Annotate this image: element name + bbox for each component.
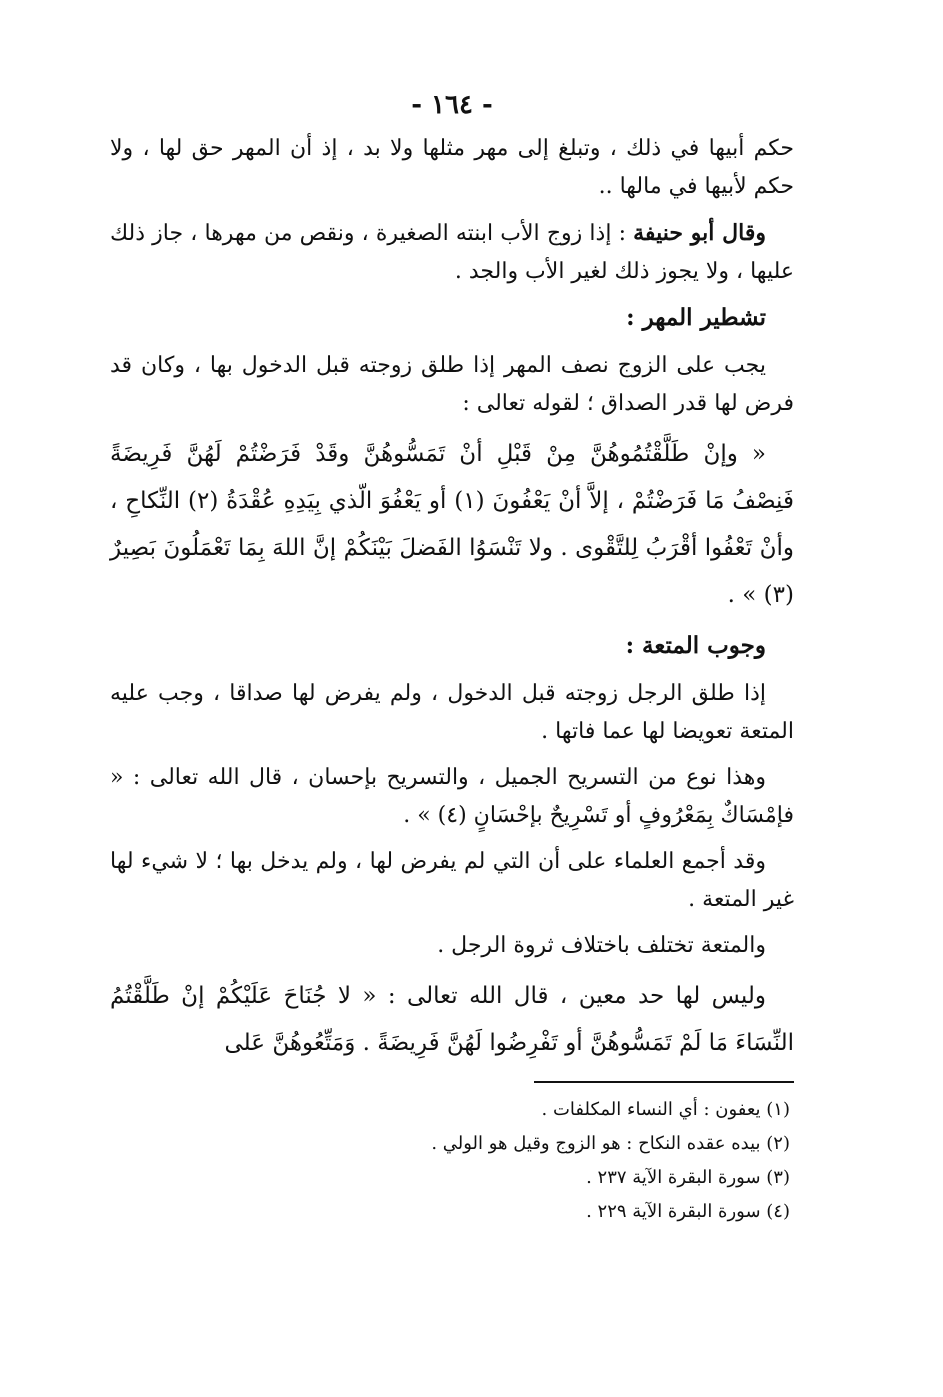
paragraph-8: وليس لها حد معين ، قال الله تعالى : « لا جُنَاحَ عَلَيْكُمْ إنْ طَلَّقْتُمُ النِّسَاءَ مَا لَمْ تَمَسُّوهُنَّ أو تَفْرِضُوا لَهُنَّ فَرِيضَةً . وَمَتِّعُوهُنَّ عَلى xyxy=(110,983,794,1056)
quran-verse-1: « وإنْ طَلَّقْتُمُوهُنَّ مِنْ قَبْلِ أنْ تَمَسُّوهُنَّ وقَدْ فَرَضْتُمْ لَهُنَّ فَرِيضَةً فَنِصْفُ مَا فَرَضْتُمْ ، إلاَّ أنْ يَعْفُونَ (١) أو يَعْفُوَ الّذي بِيَدِهِ عُقْدَةُ (٢) النِّكاحِ ، وأنْ تَعْفُوا أقْرَبُ لِلتَّقْوى . ولا تَنْسَوُا الفَضلَ بَيْنَكُمْ إنَّ اللهَ بِمَا تَعْمَلُونَ بَصِيرٌ (٣) » . xyxy=(110,441,794,608)
document-page xyxy=(110,90,794,1229)
heading-tashtir-al-mahr: تشطير المهر : xyxy=(626,304,766,331)
footnote-divider xyxy=(534,1081,794,1083)
paragraph-1: حكم أبيها في ذلك ، وتبلغ إلى مهر مثلها ولا بد ، إذ أن المهر حق لها ، ولا حكم لأبيها في مالها .. xyxy=(110,136,794,199)
footnote-1: (١) يعفون : أي النساء المكلفات . xyxy=(541,1099,790,1120)
paragraph-6: وقد أجمع العلماء على أن التي لم يفرض لها ، ولم يدخل بها ؛ لا شيء لها غير المتعة . xyxy=(110,849,794,912)
footnote-3: (٣) سورة البقرة الآية ٢٣٧ . xyxy=(586,1167,790,1188)
footnote-2: (٢) بيده عقده النكاح : هو الزوج وقيل هو الولي . xyxy=(431,1133,790,1154)
paragraph-4: إذا طلق الرجل زوجته قبل الدخول ، ولم يفرض لها صداقا ، وجب عليه المتعة تعويضا لها عما فاتها . xyxy=(110,681,794,744)
heading-wujub-al-mutaa: وجوب المتعة : xyxy=(625,632,766,659)
paragraph-7: والمتعة تختلف باختلاف ثروة الرجل . xyxy=(437,933,766,958)
footnotes xyxy=(110,1093,794,1229)
paragraph-5: وهذا نوع من التسريح الجميل ، والتسريح بإحسان ، قال الله تعالى : « فإمْسَاكٌ بِمَعْرُوفٍ أو تَسْرِيحٌ بإحْسَانٍ (٤) » . xyxy=(110,765,794,828)
footnote-4: (٤) سورة البقرة الآية ٢٢٩ . xyxy=(586,1201,790,1222)
page-number: - ١٦٤ - xyxy=(411,90,493,120)
paragraph-3: يجب على الزوج نصف المهر إذا طلق زوجته قبل الدخول بها ، وكان قد فرض لها قدر الصداق ؛ لقوله تعالى : xyxy=(110,353,794,416)
paragraph-2 xyxy=(110,214,794,291)
abu-hanifa-label: وقال أبو حنيفة xyxy=(633,220,766,246)
paragraph-2-text: : إذا زوج الأب ابنته الصغيرة ، ونقص من مهرها ، جاز ذلك عليها ، ولا يجوز ذلك لغير الأب والجد . xyxy=(110,221,794,284)
